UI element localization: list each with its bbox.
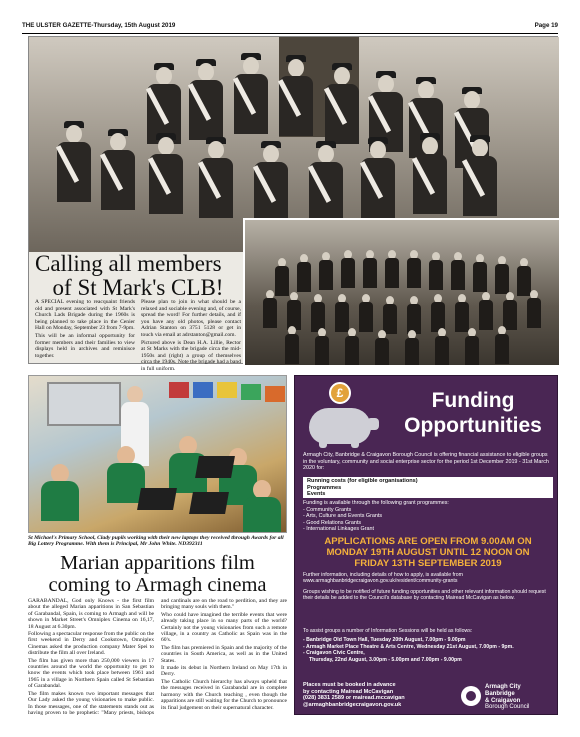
photo-person <box>57 125 91 195</box>
funding-advert <box>294 375 558 715</box>
marian-paragraph: The film makes known two important messages that Our Lady asked the young visionaries to make public. In those messages, one of the statements stands out as having proven to be prophetic: "Many priests, bishops and cardinals are on the road to perdition, and they are bringing many souls with them." <box>28 598 287 716</box>
marian-paragraph: The film has premiered in Spain and the majority of the countries in South America, as well as in the United States. <box>161 644 287 664</box>
photo-person <box>234 57 268 127</box>
photo-person <box>413 137 447 207</box>
clb-paragraph: This will be an informal opportunity for former members and their families to view displays held in archives and reminisce together. <box>35 332 135 359</box>
grant-item: - International Linkages Grant <box>303 526 375 533</box>
funding-title <box>391 388 555 438</box>
council-name-line: Borough Council <box>485 704 530 711</box>
photo-person <box>325 67 359 137</box>
marian-headline-line2: coming to Armagh cinema <box>48 574 267 596</box>
booking-line: @armaghbanbridgecraigavon.gov.uk <box>303 702 402 709</box>
wall-poster <box>169 382 189 398</box>
pupil-figure <box>243 480 281 532</box>
booking-line: by contacting Mairead McCavigan <box>303 688 394 695</box>
classroom-caption: St Michael's Primary School, Clady pupils working with their new laptops they received through Awards for all Big Lottery Programme. With them is Principal, Mr John White. ND392311 <box>28 535 284 548</box>
grants-intro: Funding is available through the following grant programmes: <box>303 500 449 506</box>
clb-band-photo <box>243 218 559 365</box>
marian-paragraph: Who could have imagined the terrible events that were already taking place in so many parts of the world? Certainly not the young visionaries from such a remote village, in a country as Catholic as Spain was in the 60's. <box>161 611 287 644</box>
wall-poster <box>217 382 237 398</box>
pupil-figure <box>107 446 145 498</box>
coin-icon: £ <box>329 382 351 404</box>
register-info-text: Groups wishing to be notified of future funding opportunities and other relevant information should request their details be added to the Council's database by contacting Mairead McCavigan as below. <box>303 588 546 602</box>
clb-headline-line2: of St Mark's CLB! <box>52 275 224 300</box>
photo-person <box>189 63 223 133</box>
laptop <box>195 456 235 478</box>
clb-headline-line1: Calling all members <box>35 251 222 276</box>
further-info-text: Further information, including details of how to apply, is available from www.armaghbanbridgecraigavon.gov.uk/resident/community-grants <box>303 572 463 585</box>
masthead-title: THE ULSTER GAZETTE-Thursday, 15th August 2019 <box>22 22 176 29</box>
council-logo-icon <box>461 686 481 706</box>
session-item: - Craigavon Civic Centre, <box>303 650 365 657</box>
priority-item: Programmes <box>307 484 342 491</box>
booking-line: (028) 3831 2589 or mairead.mccavigan <box>303 695 405 702</box>
session-item: - Armagh Market Place Theatre & Arts Centre, Wednesday 21st August, 7.00pm - 9pm. <box>303 643 514 650</box>
clb-headline <box>35 252 241 300</box>
council-name-line: Banbridge <box>485 690 515 697</box>
information-sessions <box>303 628 553 664</box>
applications-open-line: APPLICATIONS ARE OPEN FROM 9.00AM ON <box>324 536 532 547</box>
council-name-line: & Craigavon <box>485 697 521 704</box>
photo-person <box>309 145 343 215</box>
session-item: Thursday, 22nd August, 3.00pm - 5.00pm and 7.00pm - 9.00pm <box>309 657 462 664</box>
clb-paragraph: Please plan to join in what should be a relaxed and sociable evening and, of course, spread the word! For further details, and if you have any old photos, please contact Adrian Stanton on 3751 5128 or get in touch via email at adrstanton@gmail.com. <box>141 299 241 338</box>
piggy-bank-icon <box>303 382 389 452</box>
photo-person <box>101 133 135 203</box>
session-item: - Banbridge Old Town Hall, Tuesday 20th August, 7.00pm - 9.00pm <box>303 636 466 643</box>
masthead <box>22 22 558 34</box>
marian-paragraph: Following a spectacular response from the public on the first weekend in Derry and Cookstown, Omniplex Cinemas asked the production company Mater Spei to distribute the film all over Ireland. <box>28 631 154 657</box>
wall-poster <box>193 382 213 398</box>
classroom-photo <box>28 375 287 533</box>
wall-poster <box>241 384 261 400</box>
sessions-intro: To assist groups a number of Information Sessions will be held as follows: <box>303 628 473 634</box>
grant-item: - Good Relations Grants <box>303 519 362 526</box>
photo-person <box>369 75 403 145</box>
photo-person <box>361 141 395 211</box>
grant-programmes <box>303 500 553 533</box>
marian-paragraph: It made its debut in Northern Ireland on May 17th in Derry. <box>161 665 287 678</box>
wall-poster <box>265 386 285 402</box>
funding-title-line2: Opportunities <box>404 414 542 437</box>
applications-open-line: MONDAY 19TH AUGUST UNTIL 12 NOON ON <box>326 547 530 558</box>
laptop <box>189 492 229 514</box>
council-name <box>485 684 529 711</box>
priority-item: Running costs (for eligible organisations) <box>307 478 418 484</box>
pupil-figure <box>41 464 79 516</box>
photo-person <box>149 137 183 207</box>
council-name-line: Armagh City <box>485 684 521 690</box>
marian-paragraph: The film has given more than 250,000 viewers in 17 countries around the world the opportunity to get to know the events which took place between 1961 and 1965 in a village in Northern Spain called St Sebastian of Garabandal. <box>28 657 154 690</box>
funding-title-line1: Funding <box>431 389 515 412</box>
grant-item: - Community Grants <box>303 506 352 513</box>
grant-item: - Arts, Culture and Events Grants <box>303 513 383 520</box>
clb-article-body <box>35 299 241 373</box>
applications-open-line: FRIDAY 13TH SEPTEMBER 2019 <box>354 558 502 569</box>
photo-person <box>147 67 181 137</box>
marian-paragraph: The Catholic Church hierarchy has always upheld that the messages received in Garabandal are in complete harmony with the Church teaching , even though the apparitions are still waiting for the Church to pronounce its final judgement on their supernatural character. <box>161 678 287 711</box>
photo-person <box>254 145 288 215</box>
whiteboard <box>47 382 121 426</box>
marian-article-body <box>28 598 287 716</box>
funding-priorities-box <box>303 477 553 498</box>
council-logo-block <box>461 682 555 710</box>
laptop <box>137 488 177 510</box>
priority-item: Events <box>307 491 326 497</box>
photo-person <box>279 59 313 129</box>
booking-contact <box>303 682 453 709</box>
marian-paragraph: GARABANDAL, God only Knows - the first film about the alleged Marian apparitions in San Sebastian of Garabandal, Spain, is coming to Armagh and will be shown in Market Street's Omniplex Cinema on 16,17, 18 August at 6.30pm. <box>28 598 154 630</box>
funding-intro: Armagh City, Banbridge & Craigavon Borough Council is offering financial assistance to eligible groups in the voluntary, community and social enterprise sector for the period 1st December 2019 - 31st March 2020 for: <box>303 452 549 472</box>
booking-line: Places must be booked in advance <box>303 682 396 688</box>
marian-headline-line1: Marian apparitions film <box>60 552 255 574</box>
clb-paragraph: Pictured above is Dean H.A. Lillie, Rector at St Marks with the brigade circa the mid-1950s and (right) a group of themselves circa the 1940s. Note the brigade had a band in full uniform. <box>141 339 241 372</box>
clb-paragraph: A SPECIAL evening to reacquaint friends old and present associated with St Mark's Church Lads Brigade during the 1960s is being planned to take place in the Cenier Hall on Monday, September 23 from 7-9pm. <box>35 299 135 332</box>
page-number: Page 19 <box>534 22 558 29</box>
photo-person <box>463 139 497 209</box>
clb-feature <box>28 36 558 372</box>
applications-open-banner <box>303 536 553 569</box>
photo-person <box>199 141 233 211</box>
further-information <box>303 572 553 602</box>
marian-headline <box>28 552 287 596</box>
